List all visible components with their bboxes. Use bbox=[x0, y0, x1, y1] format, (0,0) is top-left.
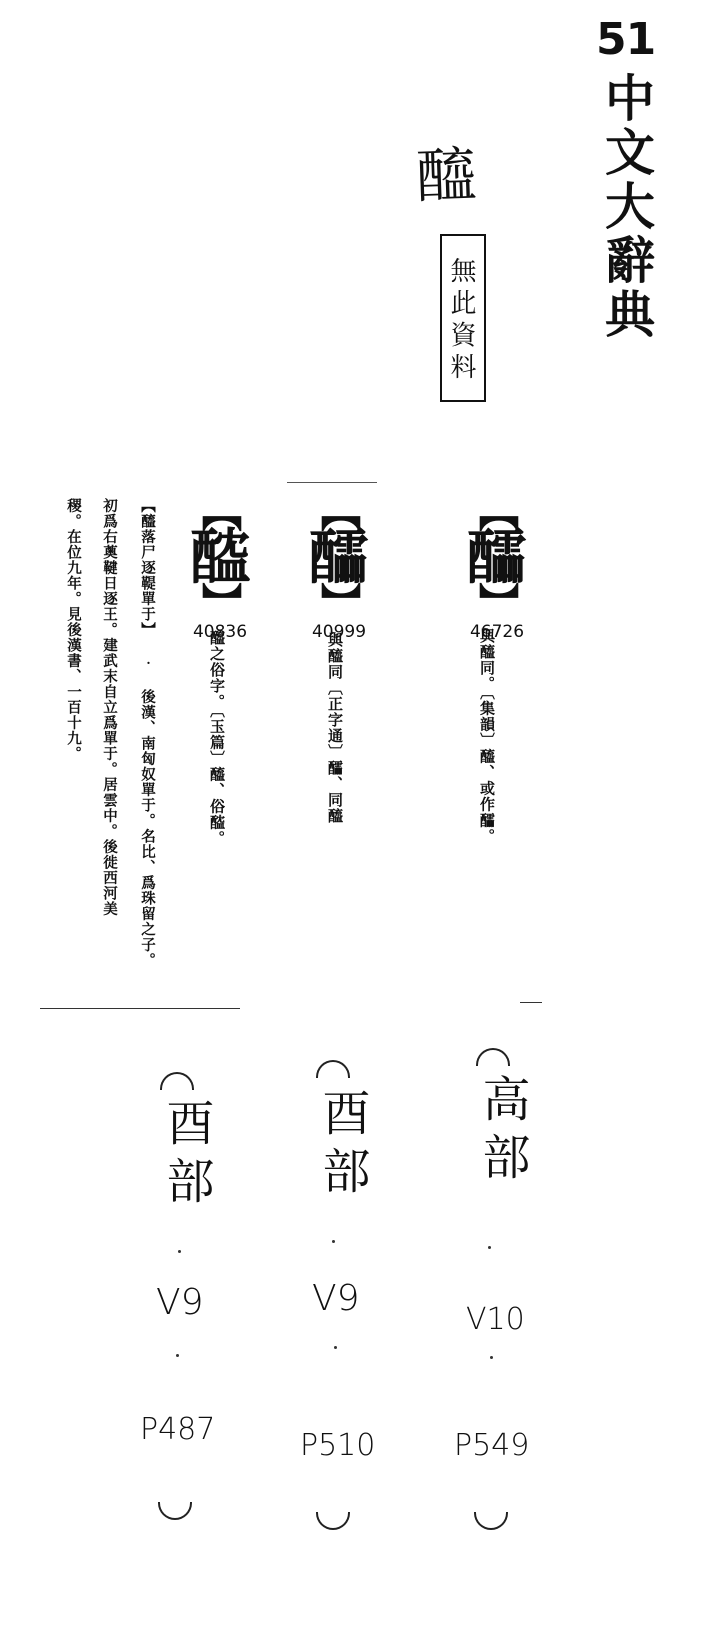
entry-char: 醓 bbox=[190, 523, 250, 593]
entry-40999 bbox=[301, 492, 377, 642]
no-data-box: 無此資料 bbox=[440, 234, 486, 402]
ref-volume: V10 bbox=[466, 1302, 525, 1337]
entry-code: 40999 bbox=[311, 622, 367, 642]
long-entry-col1: 【醯落尸逐鞮單于】 ‧ 後漢、南匈奴單于。名比、爲珠留之子。 bbox=[139, 498, 156, 968]
entry-code: 40836 bbox=[192, 622, 248, 642]
bracket-open: 【 bbox=[197, 492, 244, 532]
bracket-open: 【 bbox=[316, 492, 363, 532]
bracket-close: 】 bbox=[197, 582, 244, 622]
open-arc bbox=[160, 1072, 194, 1090]
entry-char: 醽 bbox=[467, 523, 527, 593]
long-entry-col2: 初爲右薁鞬日逐王。建武末自立爲單于。居雲中。後徙西河美 bbox=[101, 498, 118, 917]
ref-radical: 酉部 bbox=[158, 1098, 214, 1214]
entry-definition: 與醯同。〔集韻〕醯、或作醽。 bbox=[478, 628, 496, 845]
close-arc bbox=[474, 1512, 508, 1530]
ref-radical: 酉部 bbox=[314, 1088, 370, 1204]
dictionary-title: 中文大辭典 bbox=[597, 72, 656, 342]
entry-40836 bbox=[182, 492, 258, 642]
ref-radical: 高部 bbox=[474, 1074, 530, 1190]
ref-volume: V9 bbox=[156, 1282, 204, 1323]
entry-char: 醽 bbox=[309, 523, 369, 593]
entry-definition: 與醯同〔正字通〕醽、同醯 bbox=[326, 632, 344, 824]
ref-page: P487 bbox=[140, 1412, 216, 1447]
entry-code: 46726 bbox=[469, 622, 525, 642]
bracket-open: 【 bbox=[474, 492, 521, 532]
ref-page: P549 bbox=[454, 1428, 530, 1463]
close-arc bbox=[316, 1512, 350, 1530]
close-arc bbox=[158, 1502, 192, 1520]
ref-volume: V9 bbox=[312, 1278, 360, 1319]
long-entry-col3: 稷。在位九年。見後漢書、一百十九。 bbox=[65, 498, 82, 762]
open-arc bbox=[476, 1048, 510, 1066]
entry-46726 bbox=[462, 492, 532, 642]
entry-definition: 醯之俗字。〔玉篇〕醯、俗醓。 bbox=[208, 630, 226, 847]
page-number: 51 bbox=[596, 14, 656, 65]
bracket-close: 】 bbox=[474, 582, 521, 622]
open-arc bbox=[316, 1060, 350, 1078]
handwritten-headword: 醯 bbox=[414, 139, 478, 213]
bracket-close: 】 bbox=[316, 582, 363, 622]
ref-page: P510 bbox=[300, 1428, 376, 1463]
